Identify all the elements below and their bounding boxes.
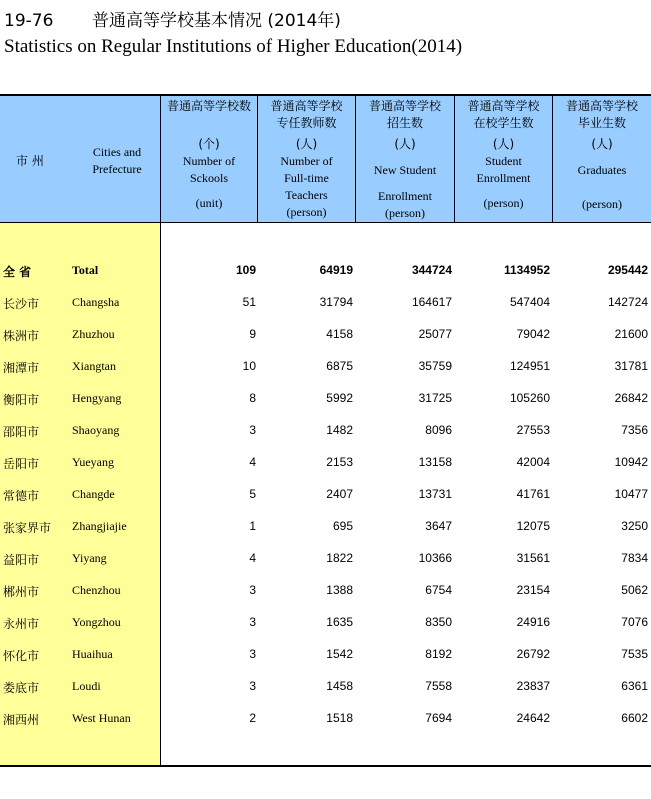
city-name-en: Changsha — [72, 295, 120, 309]
city-name-en: Xiangtan — [72, 359, 116, 373]
enrollment-value: 1134952 — [503, 263, 550, 277]
city-name-cn: 张家界市 — [3, 521, 52, 535]
table-row — [0, 359, 651, 379]
city-name-en: Zhangjiajie — [72, 519, 127, 533]
enrollment-value: 24916 — [516, 615, 550, 629]
table-row — [0, 551, 651, 571]
city-name-cn: 永州市 — [3, 617, 40, 631]
table-row — [0, 679, 651, 699]
table-row — [0, 615, 651, 635]
schools-value: 3 — [249, 679, 256, 693]
teachers-value: 6875 — [326, 359, 353, 373]
enrollment-value: 26792 — [516, 647, 550, 661]
new-enrollment-value: 13731 — [418, 487, 452, 501]
table-row — [0, 423, 651, 443]
graduates-value: 7356 — [621, 423, 648, 437]
table-row — [0, 487, 651, 507]
header-col-student-enrollment: 普通高等学校 在校学生数 (人) Student Enrollment (person) — [467, 99, 540, 210]
city-name-en: Chenzhou — [72, 583, 121, 597]
table-number: 19-76 — [4, 11, 54, 31]
teachers-value: 1388 — [326, 583, 353, 597]
city-name-en: Shaoyang — [72, 423, 120, 437]
city-name-cn: 株洲市 — [3, 329, 40, 343]
schools-value: 2 — [249, 711, 256, 725]
city-name-cn: 怀化市 — [3, 649, 40, 663]
new-enrollment-value: 8350 — [425, 615, 452, 629]
city-name-cn: 湘西州 — [3, 713, 40, 727]
column-divider — [454, 96, 455, 222]
schools-value: 9 — [249, 327, 256, 341]
city-name-cn: 全 省 — [3, 265, 32, 279]
city-name-en: Yongzhou — [72, 615, 121, 629]
enrollment-value: 24642 — [516, 711, 550, 725]
new-enrollment-value: 8096 — [425, 423, 452, 437]
enrollment-value: 124951 — [509, 359, 550, 373]
teachers-value: 5992 — [326, 391, 353, 405]
enrollment-value: 12075 — [516, 519, 550, 533]
schools-value: 4 — [249, 551, 256, 565]
teachers-value: 64919 — [319, 263, 353, 277]
enrollment-value: 42004 — [516, 455, 550, 469]
title-chinese-text: 普通高等学校基本情况 (2014年) — [92, 11, 341, 31]
schools-value: 8 — [249, 391, 256, 405]
table-row — [0, 327, 651, 347]
graduates-value: 21600 — [614, 327, 648, 341]
page-title-english: Statistics on Regular Institutions of Higher Education(2014) — [4, 36, 463, 57]
new-enrollment-value: 3647 — [425, 519, 452, 533]
schools-value: 5 — [249, 487, 256, 501]
graduates-value: 7076 — [621, 615, 648, 629]
table-row — [0, 519, 651, 539]
city-name-cn: 衡阳市 — [3, 393, 40, 407]
city-name-cn: 郴州市 — [3, 585, 40, 599]
table-row — [0, 295, 651, 315]
table-row — [0, 455, 651, 475]
table-row — [0, 391, 651, 411]
teachers-value: 31794 — [319, 295, 353, 309]
enrollment-value: 31561 — [516, 551, 550, 565]
schools-value: 4 — [249, 455, 256, 469]
graduates-value: 6361 — [621, 679, 648, 693]
new-enrollment-value: 344724 — [411, 263, 452, 277]
schools-value: 109 — [235, 263, 256, 277]
column-divider — [257, 96, 258, 222]
city-name-en: Zhuzhou — [72, 327, 115, 341]
header-col-new-enrollment: 普通高等学校 招生数 (人) New Student Enrollment (person) — [368, 99, 441, 220]
graduates-value: 142724 — [607, 295, 648, 309]
header-col-graduates: 普通高等学校 毕业生数 (人) Graduates (person) — [565, 99, 638, 211]
teachers-value: 1482 — [326, 423, 353, 437]
enrollment-value: 27553 — [516, 423, 550, 437]
city-name-cn: 岳阳市 — [3, 457, 40, 471]
city-name-cn: 邵阳市 — [3, 425, 40, 439]
teachers-value: 1542 — [326, 647, 353, 661]
new-enrollment-value: 13158 — [418, 455, 452, 469]
total-row — [0, 263, 651, 283]
graduates-value: 10477 — [614, 487, 648, 501]
table-header: 市 州 Cities and Prefecture 普通高等学校数 (个) Number of Sckools (unit) 普通高等学校 专任教师数 (人) Number of Full-time Teachers (person) 普通高等学校 招生数 (人) New Student Enrollment (person) 普通高等学校 在校学生数 (人) Student Enrollment (person) 普通高等学校 毕业生数 (人) Graduates (person) — [0, 96, 651, 223]
column-divider — [355, 96, 356, 222]
city-name-en: Loudi — [72, 679, 101, 693]
new-enrollment-value: 10366 — [418, 551, 452, 565]
graduates-value: 295442 — [607, 263, 648, 277]
teachers-value: 695 — [332, 519, 353, 533]
enrollment-value: 79042 — [516, 327, 550, 341]
city-name-en: Huaihua — [72, 647, 113, 661]
new-enrollment-value: 25077 — [418, 327, 452, 341]
schools-value: 3 — [249, 583, 256, 597]
schools-value: 1 — [249, 519, 256, 533]
new-enrollment-value: 7558 — [425, 679, 452, 693]
schools-value: 3 — [249, 647, 256, 661]
header-col-teachers: 普通高等学校 专任教师数 (人) Number of Full-time Teachers (person) — [270, 99, 343, 219]
column-divider — [552, 96, 553, 222]
graduates-value: 5062 — [621, 583, 648, 597]
enrollment-value: 547404 — [509, 295, 550, 309]
city-name-cn: 常德市 — [3, 489, 40, 503]
graduates-value: 10942 — [614, 455, 648, 469]
enrollment-value: 41761 — [516, 487, 550, 501]
graduates-value: 31781 — [614, 359, 648, 373]
new-enrollment-value: 31725 — [418, 391, 452, 405]
teachers-value: 1518 — [326, 711, 353, 725]
graduates-value: 7834 — [621, 551, 648, 565]
enrollment-value: 23154 — [516, 583, 550, 597]
teachers-value: 4158 — [326, 327, 353, 341]
new-enrollment-value: 164617 — [411, 295, 452, 309]
new-enrollment-value: 7694 — [425, 711, 452, 725]
new-enrollment-value: 35759 — [418, 359, 452, 373]
teachers-value: 2407 — [326, 487, 353, 501]
city-name-cn: 娄底市 — [3, 681, 40, 695]
schools-value: 51 — [242, 295, 256, 309]
table-row — [0, 711, 651, 731]
teachers-value: 1458 — [326, 679, 353, 693]
teachers-value: 1635 — [326, 615, 353, 629]
city-name-cn: 湘潭市 — [3, 361, 40, 375]
city-name-en: Changde — [72, 487, 115, 501]
new-enrollment-value: 8192 — [425, 647, 452, 661]
bottom-rule — [0, 765, 651, 767]
enrollment-value: 23837 — [516, 679, 550, 693]
city-name-en: Hengyang — [72, 391, 122, 405]
schools-value: 10 — [242, 359, 256, 373]
city-name-en: Yiyang — [72, 551, 107, 565]
graduates-value: 3250 — [621, 519, 648, 533]
teachers-value: 1822 — [326, 551, 353, 565]
teachers-value: 2153 — [326, 455, 353, 469]
graduates-value: 26842 — [614, 391, 648, 405]
table-row — [0, 647, 651, 667]
graduates-value: 6602 — [621, 711, 648, 725]
page-title-chinese — [4, 6, 341, 31]
city-header-en: Cities and Prefecture — [92, 145, 142, 176]
city-name-cn: 益阳市 — [3, 553, 40, 567]
schools-value: 3 — [249, 423, 256, 437]
schools-value: 3 — [249, 615, 256, 629]
city-name-cn: 长沙市 — [3, 297, 40, 311]
city-name-en: West Hunan — [72, 711, 131, 725]
city-name-en: Yueyang — [72, 455, 114, 469]
city-name-en: Total — [72, 263, 99, 277]
header-col-schools: 普通高等学校数 (个) Number of Sckools (unit) — [166, 99, 251, 210]
enrollment-value: 105260 — [509, 391, 550, 405]
table-row — [0, 583, 651, 603]
graduates-value: 7535 — [621, 647, 648, 661]
new-enrollment-value: 6754 — [425, 583, 452, 597]
